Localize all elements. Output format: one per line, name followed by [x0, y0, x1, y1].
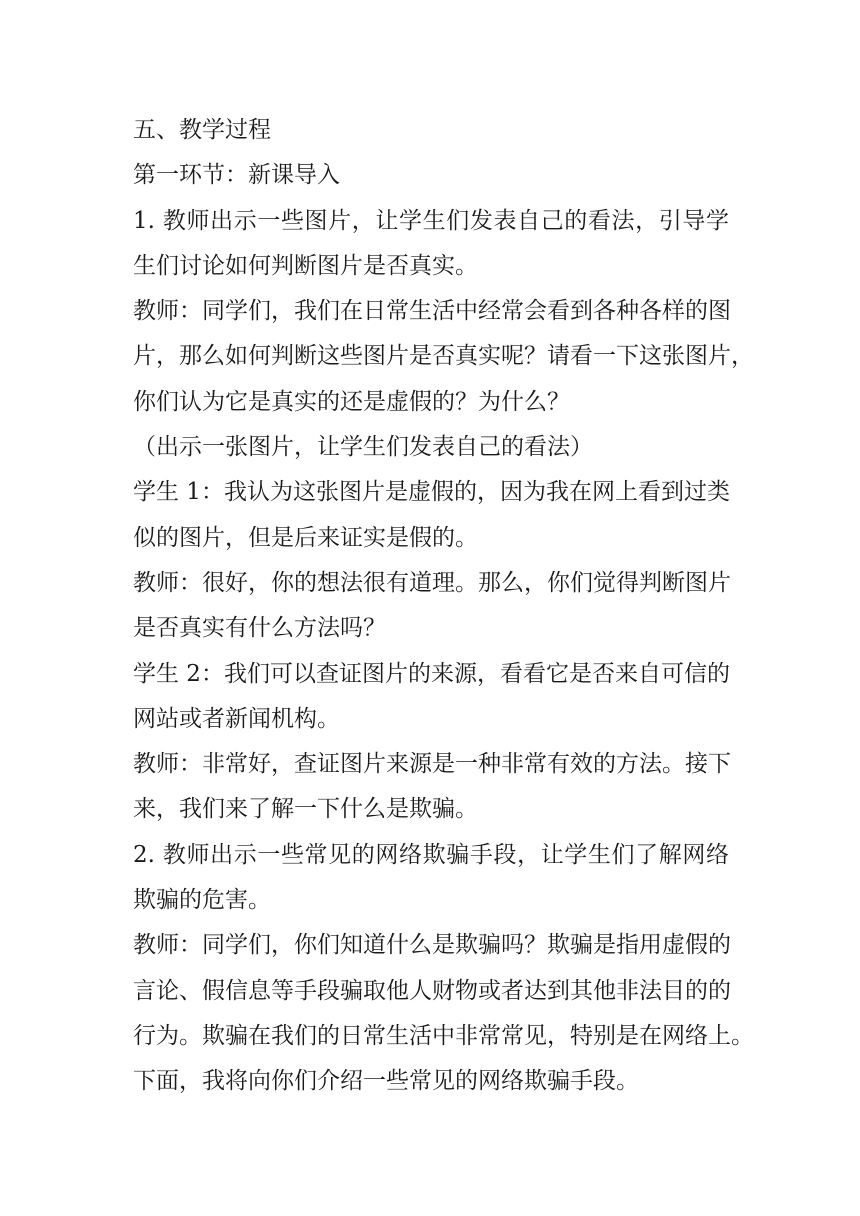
paragraph-line: 1. 教师出示一些图片，让学生们发表自己的看法，引导学	[133, 207, 729, 234]
paragraph-line: 2. 教师出示一些常见的网络欺骗手段，让学生们了解网络	[133, 841, 729, 868]
paragraph-line: 学生 2：我们可以查证图片的来源，看看它是否来自可信的	[133, 660, 730, 687]
paragraph-line: 片，那么如何判断这些图片是否真实呢？请看一下这张图片，	[133, 343, 754, 370]
paragraph-line: 来，我们来了解一下什么是欺骗。	[133, 796, 478, 823]
paragraph-line: 教师：同学们，你们知道什么是欺骗吗？欺骗是指用虚假的	[133, 932, 731, 959]
paragraph-line: 你们认为它是真实的还是虚假的？为什么？	[133, 388, 570, 415]
section-heading: 五、教学过程	[133, 117, 271, 143]
paragraph-line: 行为。欺骗在我们的日常生活中非常常见，特别是在网络上。	[133, 1022, 754, 1049]
document-body	[133, 108, 754, 1105]
paragraph-line: 欺骗的危害。	[133, 887, 271, 914]
paragraph-line: （出示一张图片，让学生们发表自己的看法）	[133, 434, 593, 461]
paragraph-line: 教师：非常好，查证图片来源是一种非常有效的方法。接下	[133, 751, 731, 778]
paragraph-line: 学生 1：我认为这张图片是虚假的，因为我在网上看到过类	[133, 479, 730, 506]
paragraph-line: 教师：很好，你的想法很有道理。那么，你们觉得判断图片	[133, 569, 731, 596]
paragraph-line: 教师：同学们，我们在日常生活中经常会看到各种各样的图	[133, 298, 731, 325]
paragraph-line: 网站或者新闻机构。	[133, 705, 340, 732]
paragraph-line: 似的图片，但是后来证实是假的。	[133, 524, 478, 551]
subsection-heading: 第一环节：新课导入	[133, 162, 340, 189]
paragraph-line: 言论、假信息等手段骗取他人财物或者达到其他非法目的的	[133, 977, 731, 1004]
paragraph-line: 下面，我将向你们介绍一些常见的网络欺骗手段。	[133, 1068, 639, 1095]
paragraph-line: 生们讨论如何判断图片是否真实。	[133, 252, 478, 279]
paragraph-line: 是否真实有什么方法吗？	[133, 615, 386, 642]
